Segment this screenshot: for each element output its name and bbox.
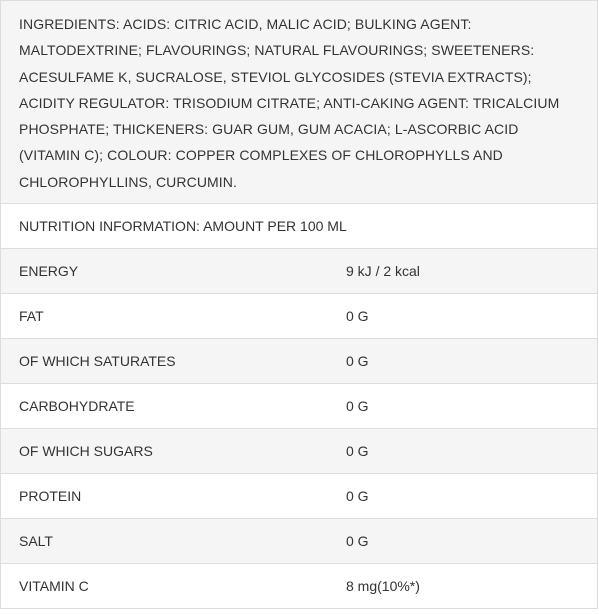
table-row bbox=[1, 474, 597, 519]
nutrition-heading: NUTRITION INFORMATION: AMOUNT PER 100 ML bbox=[19, 218, 347, 234]
table-row bbox=[1, 384, 597, 429]
table-row bbox=[1, 249, 597, 294]
row-label: VITAMIN C bbox=[19, 578, 89, 594]
row-label: FAT bbox=[19, 308, 44, 324]
row-value: 0 G bbox=[346, 398, 369, 414]
table-row bbox=[1, 339, 597, 384]
row-value: 8 mg(10%*) bbox=[346, 578, 420, 594]
table-row bbox=[1, 294, 597, 339]
row-label: SALT bbox=[19, 533, 53, 549]
row-value: 9 kJ / 2 kcal bbox=[346, 263, 420, 279]
row-label: ENERGY bbox=[19, 263, 79, 279]
row-label: PROTEIN bbox=[19, 488, 82, 504]
row-value: 0 G bbox=[346, 488, 369, 504]
row-label: CARBOHYDRATE bbox=[19, 398, 135, 414]
table-row bbox=[1, 519, 597, 564]
row-value: 0 G bbox=[346, 308, 369, 324]
table-row bbox=[1, 564, 597, 609]
row-value: 0 G bbox=[346, 443, 369, 459]
table-row bbox=[1, 429, 597, 474]
row-label: OF WHICH SUGARS bbox=[19, 443, 153, 459]
row-value: 0 G bbox=[346, 353, 369, 369]
ingredients-text: INGREDIENTS: ACIDS: CITRIC ACID, MALIC ACID; BULKING AGENT: MALTODEXTRINE; FLAVOURINGS; NATURAL FLAVOURINGS; SWEETENERS: ACESULFAME K, SUCRALOSE, STEVIOL GLYCOSIDES (STEVIA EXTRACTS); ACIDITY REGULATOR: TRISODIUM CITRATE; ANTI-CAKING AGENT: TRICALCIUM PHOSPHATE; THICKENERS: GUAR GUM, GUM ACACIA; L-ASCORBIC ACID (VITAMIN C); COLOUR: COPPER COMPLEXES OF CHLOROPHYLLS AND CHLOROPHYLLINS, CURCUMIN. bbox=[1, 0, 597, 204]
nutrition-heading-row bbox=[1, 204, 597, 249]
row-value: 0 G bbox=[346, 533, 369, 549]
row-label: OF WHICH SATURATES bbox=[19, 353, 176, 369]
